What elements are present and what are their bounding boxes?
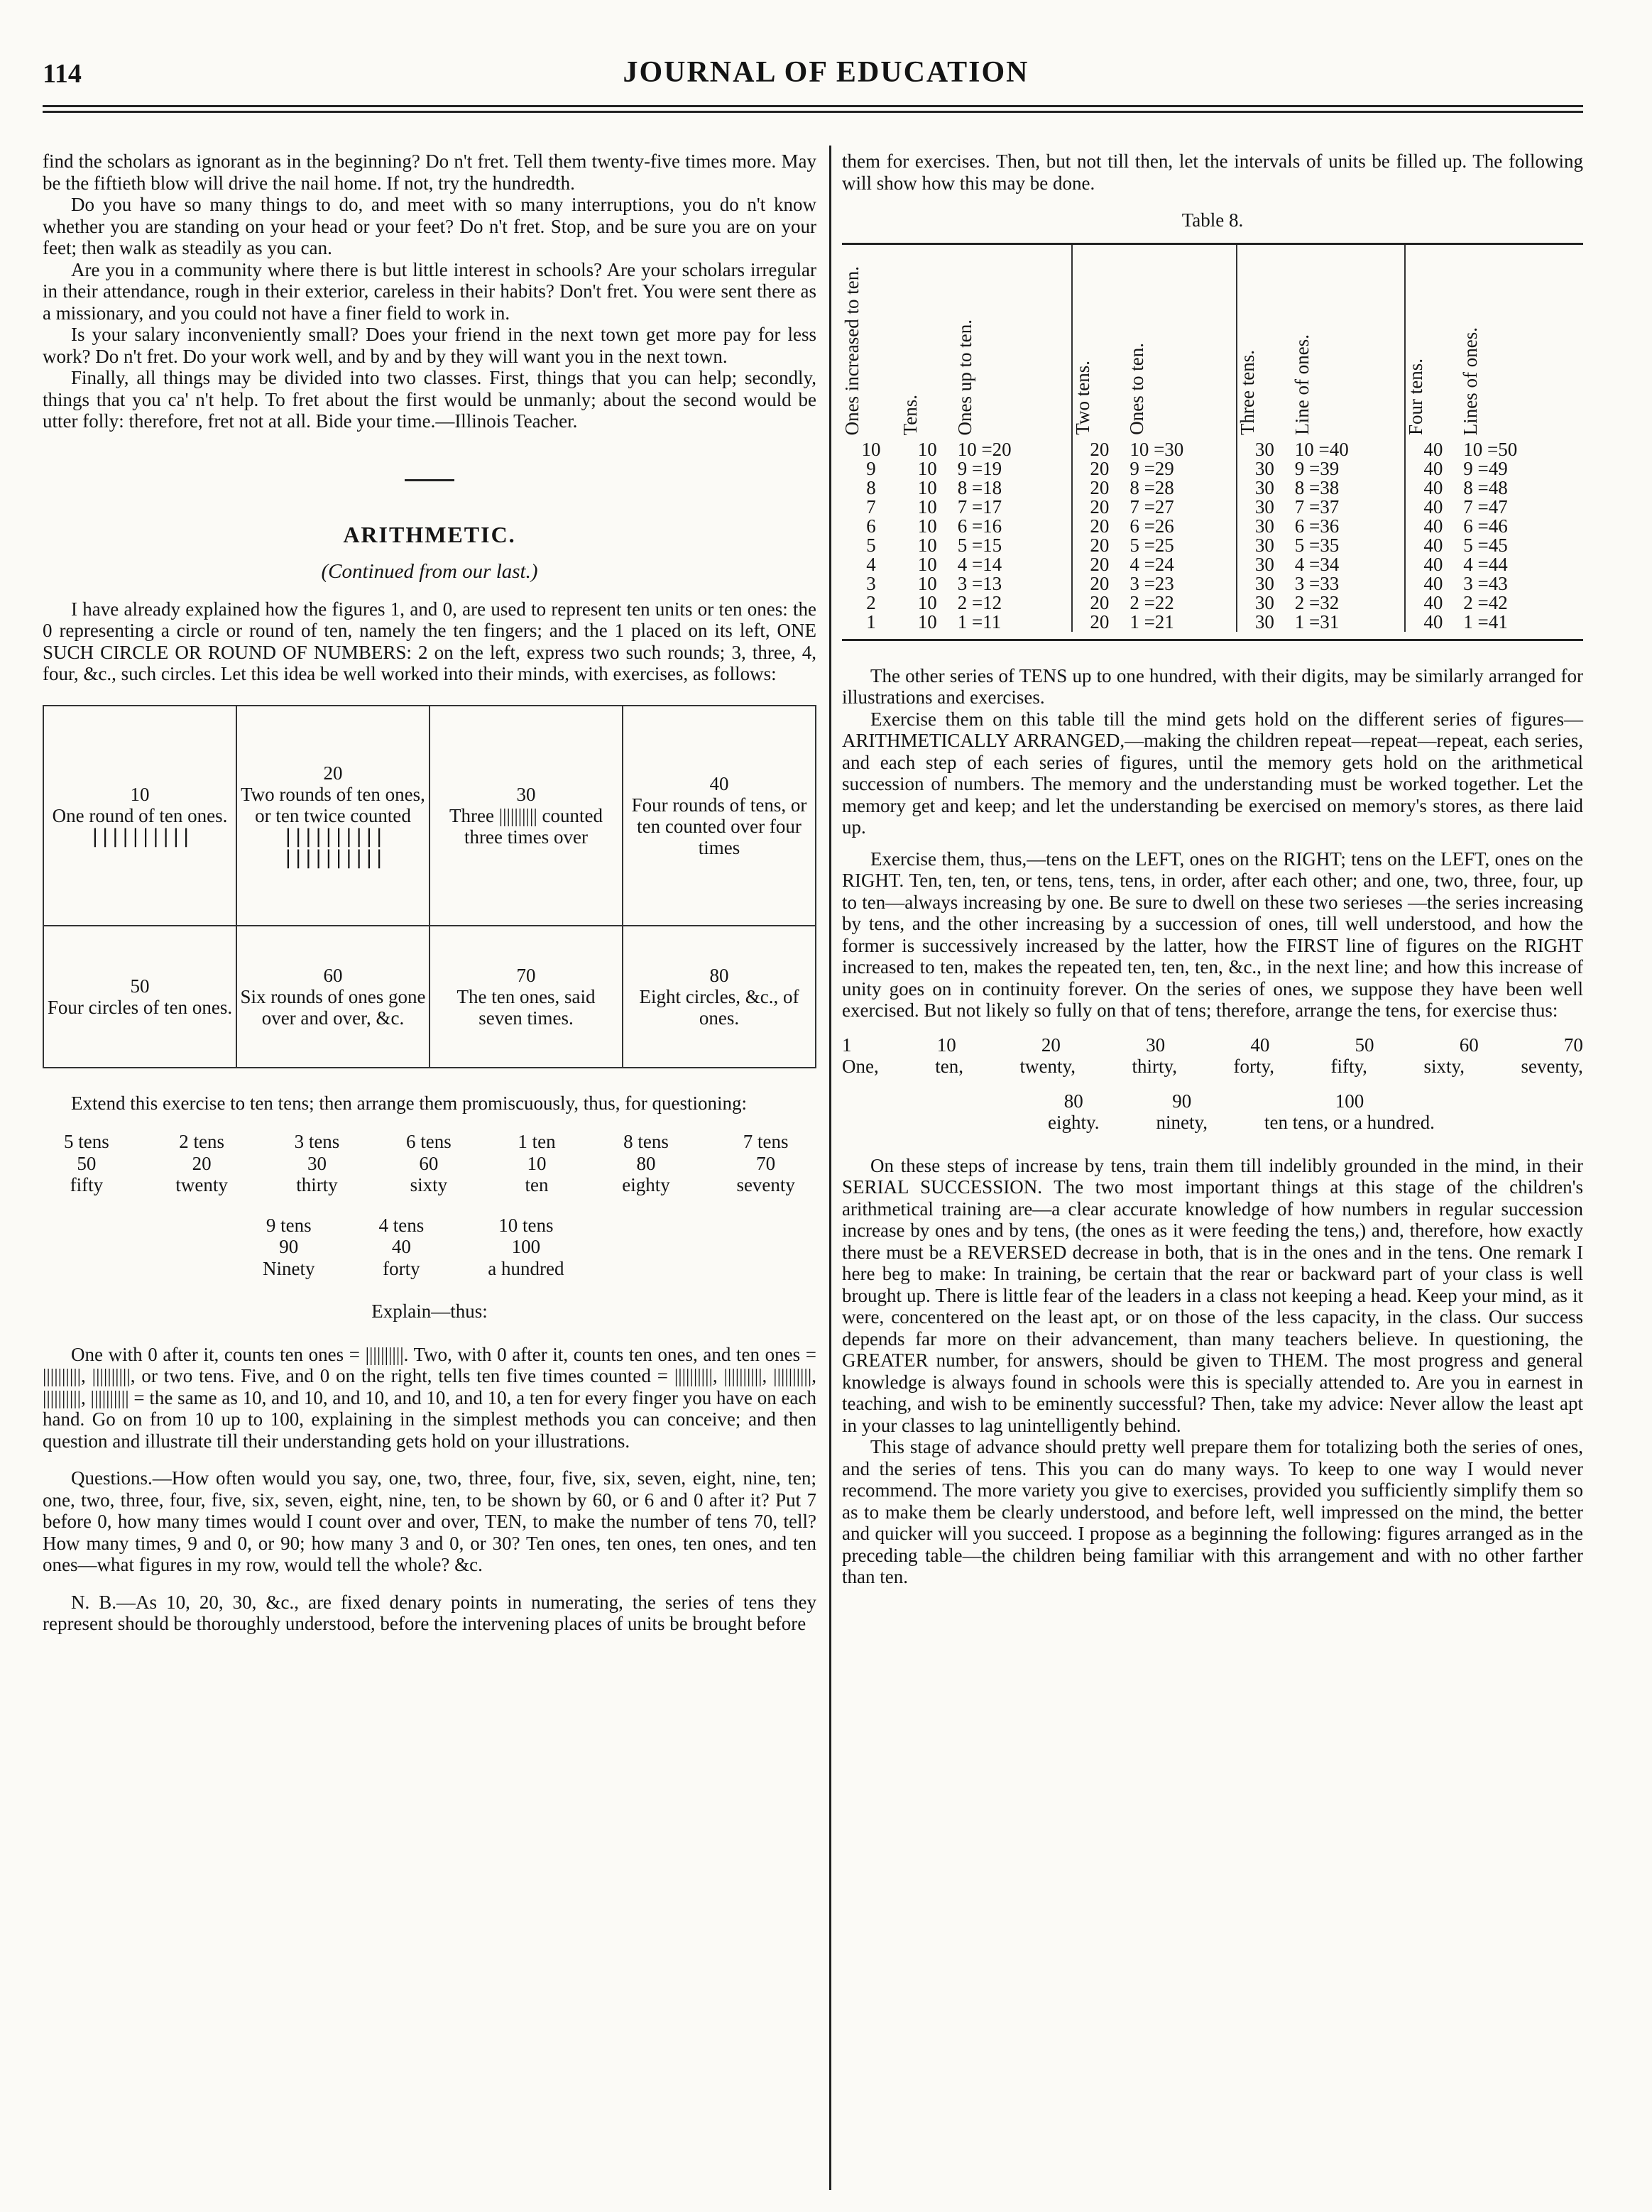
table-cell: 80 Eight circles, &c., of ones.: [623, 926, 816, 1068]
paragraph: Finally, all things may be divided into two classes. First, things that you can help; secondly, things that you ca' n't help. To fret about the first would be unmanly; about the second would be utter folly: therefore, fret not at all. Bide your time.—Illinois Teacher.: [43, 367, 816, 432]
table-cell: 4 =44: [1463, 553, 1508, 575]
table-row: [842, 459, 1573, 478]
table-cell: 30: [1254, 495, 1274, 518]
tens-group: 3 tens 30 thirty: [294, 1131, 340, 1195]
table-cell: 30: [1254, 553, 1274, 575]
table-cell: 20: [1090, 457, 1110, 479]
table-cell: 20: [1090, 553, 1110, 575]
table-cell: 40: [1423, 495, 1443, 518]
column-header: Four tens.: [1405, 358, 1427, 435]
paragraph: Do you have so many things to do, and meet with so many interruptions, you do n't know whether you are standing on your head or your feet? Do n't fret. Stop, and be sure you are on your feet; then walk as steadily as you can.: [43, 194, 816, 258]
table-cell: 6 =46: [1463, 515, 1508, 537]
table-cell: 4 =14: [955, 555, 1072, 574]
table-cell: 7 =47: [1463, 495, 1508, 518]
tens-group: 5 tens 50 fifty: [64, 1131, 109, 1195]
tens-word: One,: [842, 1056, 879, 1077]
tens-group: 2 tens 20 twenty: [175, 1131, 228, 1195]
tens-sequence-2: [1048, 1090, 1583, 1134]
right-column: [842, 150, 1583, 1588]
table-cell: 40: [1423, 515, 1443, 537]
tens-number: 30: [1146, 1034, 1166, 1056]
table-cell: 40: [1423, 553, 1443, 575]
column-header: Line of ones.: [1292, 245, 1406, 440]
table-cell: 30 Three |||||||||| counted three times over: [430, 706, 623, 926]
table-cell: 9 =19: [955, 459, 1072, 478]
tens-sequence-words: [842, 1056, 1583, 1078]
table-cell: 20: [1090, 611, 1110, 633]
table-cell: 10: [917, 534, 937, 556]
paragraph: Are you in a community where there is but little interest in schools? Are your scholars irregular in their attendance, rough in their exterior, careless in their habits? Don't fret. You were sent there as a missionary, and you could not have a finer field to work in.: [43, 258, 816, 324]
table-cell: 10 =40: [1292, 440, 1406, 459]
table-cell: 3 =23: [1127, 574, 1237, 593]
tens-number: 60: [1459, 1034, 1479, 1056]
tens-word: forty,: [1233, 1056, 1274, 1077]
tens-word: seventy,: [1521, 1056, 1583, 1077]
paragraph: Extend this exercise to ten tens; then arrange them promiscuously, thus, for questioning:: [71, 1092, 748, 1114]
table-cell: 5 =35: [1292, 536, 1406, 555]
table-cell: 3: [866, 572, 876, 594]
paragraph: Exercise them, thus,—tens on the LEFT, ones on the RIGHT; tens on the LEFT, ones on the RIGHT. Ten, ten, ten, or tens, tens, tens, in order, after each other; and one, two, three, four, up to ten—always increasing by one. Be sure to dwell on these two serieses —the series increasing by tens, and the other increasing by a succession of ones, till well understood, and how the former is successively increased by the latter, how the FIRST line of figures on the RIGHT increased to ten, makes the repeated ten, ten, ten, &c., in the next line; and how this increase of unity goes on in continuity forever. On the series of ones, we suppose they have been well exercised. But not likely so fully on that of tens; therefore, arrange the tens, for exercise thus:: [842, 848, 1583, 1021]
table-cell: 3 =43: [1463, 572, 1508, 594]
paragraph: I have already explained how the figures 1, and 0, are used to represent ten units or ten ones: the 0 representing a circle or round of ten, namely the ten fingers; and the 1 placed on its left, ONE SUCH CIRCLE OR ROUND OF NUMBERS: 2 on the left, express two such rounds; 3, three, 4, four, &c., such circles. Let this idea be well worked into their minds, with exercises, as follows:: [43, 598, 816, 684]
table-cell: 30: [1254, 611, 1274, 633]
table-cell: 5: [866, 534, 876, 556]
tens-word: twenty,: [1019, 1056, 1076, 1077]
table-cell: 6 =16: [955, 517, 1072, 536]
table-cell: 1 =21: [1127, 613, 1237, 632]
table-cell: 6: [866, 515, 876, 537]
table-cell: 40: [1423, 438, 1443, 460]
table-cell: 2 =22: [1127, 593, 1237, 613]
table-cell: 20: [1090, 438, 1110, 460]
table-row: [842, 517, 1573, 536]
table-cell: 10 =50: [1463, 438, 1518, 460]
table-cell: 10 =30: [1127, 440, 1237, 459]
column-divider: [829, 146, 831, 2190]
tens-word: thirty,: [1132, 1056, 1177, 1077]
paragraph: Questions.—How often would you say, one, two, three, four, five, six, seven, eight, nine, ten; one, two, three, four, five, six, seven, eight, nine, ten, to be shown by 60, or 6 and 0 after it? Put 7 before 0, how many times would I count over and over, TEN, to make the number of tens 70, tell? How many times, 9 and 0, or 90; how many 3 and 0, or 30? Ten ones, ten ones, ten ones, and ten ones—what figures in my row, would tell the whole? &c.: [43, 1467, 816, 1575]
table-cell: 3 =33: [1292, 574, 1406, 593]
table-caption: Table 8.: [1181, 209, 1244, 231]
tens-group: 9 tens 90 Ninety: [263, 1214, 315, 1279]
tens-number: 70: [1563, 1034, 1583, 1056]
table-cell: 8 =38: [1292, 478, 1406, 498]
table-8: [842, 245, 1573, 632]
table-cell: 9: [866, 457, 876, 479]
table-cell: 40: [1423, 572, 1443, 594]
tens-item: 100 ten tens, or a hundred.: [1264, 1090, 1435, 1133]
table-cell: 7 =27: [1127, 498, 1237, 517]
table-8-frame: [842, 243, 1583, 641]
page-number: 114: [43, 59, 82, 89]
table-cell: 7 =37: [1292, 498, 1406, 517]
table-cell: 4 =34: [1292, 555, 1406, 574]
table-cell: 10: [917, 457, 937, 479]
table-cell: 8 =48: [1463, 476, 1508, 498]
column-header: Three tens.: [1236, 350, 1258, 435]
tens-item: 80 eighty.: [1048, 1090, 1100, 1133]
table-cell: 50 Four circles of ten ones.: [43, 926, 236, 1068]
tens-rounds-table: [43, 705, 816, 1068]
table-cell: 10 =20: [955, 440, 1072, 459]
header-rule-2: [43, 111, 1583, 113]
tens-number: 10: [936, 1034, 956, 1056]
table-cell: 20: [1090, 534, 1110, 556]
table-cell: 2 =12: [955, 593, 1072, 613]
table-cell: 7: [866, 495, 876, 518]
section-title: ARITHMETIC.: [343, 521, 516, 547]
table-cell: 20 Two rounds of ten ones, or ten twice counted |||||||||| ||||||||||: [236, 706, 430, 926]
table-cell: 8: [866, 476, 876, 498]
section-rule: [405, 479, 454, 481]
table-cell: 40: [1423, 457, 1443, 479]
table-row: [842, 536, 1573, 555]
tens-list-row-1: [64, 1131, 795, 1196]
table-cell: 10: [917, 476, 937, 498]
paragraph: This stage of advance should pretty well prepare them for totalizing both the series of ones, and the series of tens. This you can do many ways. To keep to one way I would never recommend. The more variety you give to exercises, provided you sufficiently simplify them so as to make them be clearly understood, and before left, well impressed on the mind, the better and quicker will you succeed. I propose as a beginning the following: figures arranged as in the preceding table—the children being familiar with this arrangement and with no other farther than ten.: [842, 1436, 1583, 1587]
tens-group: 8 tens 80 eighty: [622, 1131, 670, 1195]
table-cell: 20: [1090, 591, 1110, 613]
table-row: [842, 498, 1573, 517]
table-row: [842, 613, 1573, 632]
tens-group: 4 tens 40 forty: [378, 1214, 425, 1279]
tens-word: ten,: [935, 1056, 963, 1077]
table-cell: 1: [866, 611, 876, 633]
table-cell: 2 =42: [1463, 591, 1508, 613]
tens-item: 90 ninety,: [1156, 1090, 1208, 1133]
table-cell: 10: [917, 515, 937, 537]
table-cell: 20: [1090, 495, 1110, 518]
table-cell: 6 =26: [1127, 517, 1237, 536]
table-cell: 9 =49: [1463, 457, 1508, 479]
tens-word: fifty,: [1330, 1056, 1367, 1077]
table-cell: 30: [1254, 457, 1274, 479]
paragraph: One with 0 after it, counts ten ones = ||||||||||. Two, with 0 after it, counts ten ones, and ten ones = ||||||||||, ||||||||||, or two tens. Five, and 0 on the right, tells ten five times counted = ||||||||||, ||||||||||, ||||||||||, ||||||||||, |||||||||| = the same as 10, and 10, and 10, and 10, and 10, a ten for every finger you have on each hand. Go on from 10 up to 100, explaining in the simplest methods you can conceive; and then question and illustrate till their understanding gets hold on your illustrations.: [43, 1343, 816, 1452]
table-cell: 20: [1090, 515, 1110, 537]
table-row: [842, 478, 1573, 498]
table-cell: 3 =13: [955, 574, 1072, 593]
column-header: Ones increased to ten.: [841, 265, 863, 435]
table-cell: 8 =28: [1127, 478, 1237, 498]
table-header-row: [842, 245, 1573, 440]
tens-group: 1 ten 10 ten: [518, 1131, 556, 1195]
table-cell: 30: [1254, 476, 1274, 498]
tens-number: 40: [1250, 1034, 1270, 1056]
table-cell: 2: [866, 591, 876, 613]
paragraph: The other series of TENS up to one hundred, with their digits, may be similarly arranged for illustrations and exercises.: [842, 664, 1583, 708]
table-row: [842, 440, 1573, 459]
table-cell: 70 The ten ones, said seven times.: [430, 926, 623, 1068]
table-cell: 30: [1254, 591, 1274, 613]
table-cell: 5 =25: [1127, 536, 1237, 555]
table-cell: 10: [917, 495, 937, 518]
table-cell: 9 =29: [1127, 459, 1237, 478]
tens-list-row-2: [263, 1215, 816, 1280]
paragraph: them for exercises. Then, but not till then, let the intervals of units be filled up. The following will show how this may be done.: [842, 150, 1583, 194]
table-row: [842, 555, 1573, 574]
table-cell: 1 =11: [955, 613, 1072, 632]
table-cell: 5 =15: [955, 536, 1072, 555]
table-cell: 4: [866, 553, 876, 575]
tens-group: 7 tens 70 seventy: [736, 1131, 795, 1195]
table-cell: 1 =31: [1292, 613, 1406, 632]
table-cell: 30: [1254, 572, 1274, 594]
tens-group: 6 tens 60 sixty: [405, 1131, 452, 1195]
tens-sequence-numbers: [842, 1034, 1583, 1056]
paragraph: Is your salary inconveniently small? Does your friend in the next town get more pay for less work? Do n't fret. Do your work well, and by and by they will want you in the next town.: [43, 324, 816, 367]
table-cell: 60 Six rounds of ones gone over and over, &c.: [236, 926, 430, 1068]
column-header: Ones to ten.: [1127, 245, 1237, 440]
column-header: Ones up to ten.: [955, 245, 1072, 440]
table-cell: 6 =36: [1292, 517, 1406, 536]
table-cell: 40 Four rounds of tens, or ten counted over four times: [623, 706, 816, 926]
paragraph: N. B.—As 10, 20, 30, &c., are fixed denary points in numerating, the series of tens they represent should be thoroughly understood, before the intervening places of units be brought before: [43, 1591, 816, 1634]
left-column: [43, 150, 816, 1635]
tens-number: 1: [842, 1034, 852, 1056]
table-cell: 2 =32: [1292, 593, 1406, 613]
table-8-body: [842, 440, 1573, 632]
table-cell: 4 =24: [1127, 555, 1237, 574]
table-cell: 10: [917, 591, 937, 613]
table-cell: 1 =41: [1463, 611, 1508, 633]
column-header: Lines of ones.: [1460, 327, 1482, 435]
table-cell: 9 =39: [1292, 459, 1406, 478]
table-cell: 10: [861, 438, 881, 460]
paragraph: Exercise them on this table till the mind gets hold on the different series of figures—ARITHMETICALLY ARRANGED,—making the children repeat—repeat—repeat, each series, and each step of each series of figures, until the memory gets hold on the arithmetical succession of numbers. The memory and the understanding must be worked together. Let the memory get and keep; and let the understanding be exercised on memory's stores, as there laid up.: [842, 708, 1583, 838]
table-row: [842, 593, 1573, 613]
column-header: Tens.: [899, 394, 921, 435]
table-cell: 10: [917, 438, 937, 460]
table-cell: 40: [1423, 534, 1443, 556]
table-cell: 10 One round of ten ones. ||||||||||: [43, 706, 236, 926]
table-cell: 20: [1090, 572, 1110, 594]
paragraph: On these steps of increase by tens, train them till indelibly grounded in the mind, in their SERIAL SUCCESSION. The two most important things at this stage of the children's arithmetical training are—a clear accurate knowledge of how numbers in regular succession increase by ones and by tens, (the ones as it were feeding the tens,) and, therefore, how exactly there must be a REVERSED decrease in both, that is in the ones and in the tens. One remark I here beg to make: In training, be certain that the rear or backward part of your class is well brought up. There is little fear of the leaders in a class not keeping a head. Keep your mind, as it were, concentered on the least apt, or on those of the less capacity, in the class. Our success depends far more on their advancement, than many teachers believe. In questioning, the GREATER number, for answers, should be given to THEM. The most progress and general knowledge is always found in schools were this is specially attended to. Are you in earnest in teaching, and wish to be eminently successful? Then, take my advice: Never allow the least apt in your classes to lag unintelligently behind.: [842, 1154, 1583, 1436]
header-rule: [43, 105, 1583, 107]
section-subtitle: (Continued from our last.): [321, 560, 538, 583]
table-cell: 10: [917, 553, 937, 575]
table-cell: 30: [1254, 515, 1274, 537]
table-cell: 20: [1090, 476, 1110, 498]
table-cell: 7 =17: [955, 498, 1072, 517]
tens-word: sixty,: [1423, 1056, 1465, 1077]
tens-number: 20: [1041, 1034, 1061, 1056]
explain-heading: Explain—thus:: [371, 1301, 488, 1322]
table-cell: 40: [1423, 591, 1443, 613]
column-header: Two tens.: [1071, 361, 1093, 435]
table-cell: 5 =45: [1463, 534, 1508, 556]
tens-number: 50: [1355, 1034, 1374, 1056]
table-cell: 40: [1423, 611, 1443, 633]
table-cell: 40: [1423, 476, 1443, 498]
table-row: [842, 574, 1573, 593]
journal-title: JOURNAL OF EDUCATION: [623, 56, 1029, 89]
paragraph: find the scholars as ignorant as in the beginning? Do n't fret. Tell them twenty-five times more. May be the fiftieth blow will drive the nail home. If not, try the hundredth.: [43, 150, 816, 194]
table-cell: 10: [917, 572, 937, 594]
table-cell: 8 =18: [955, 478, 1072, 498]
tens-group: 10 tens 100 a hundred: [488, 1214, 564, 1279]
table-cell: 30: [1254, 534, 1274, 556]
table-cell: 10: [917, 611, 937, 633]
table-cell: 30: [1254, 438, 1274, 460]
